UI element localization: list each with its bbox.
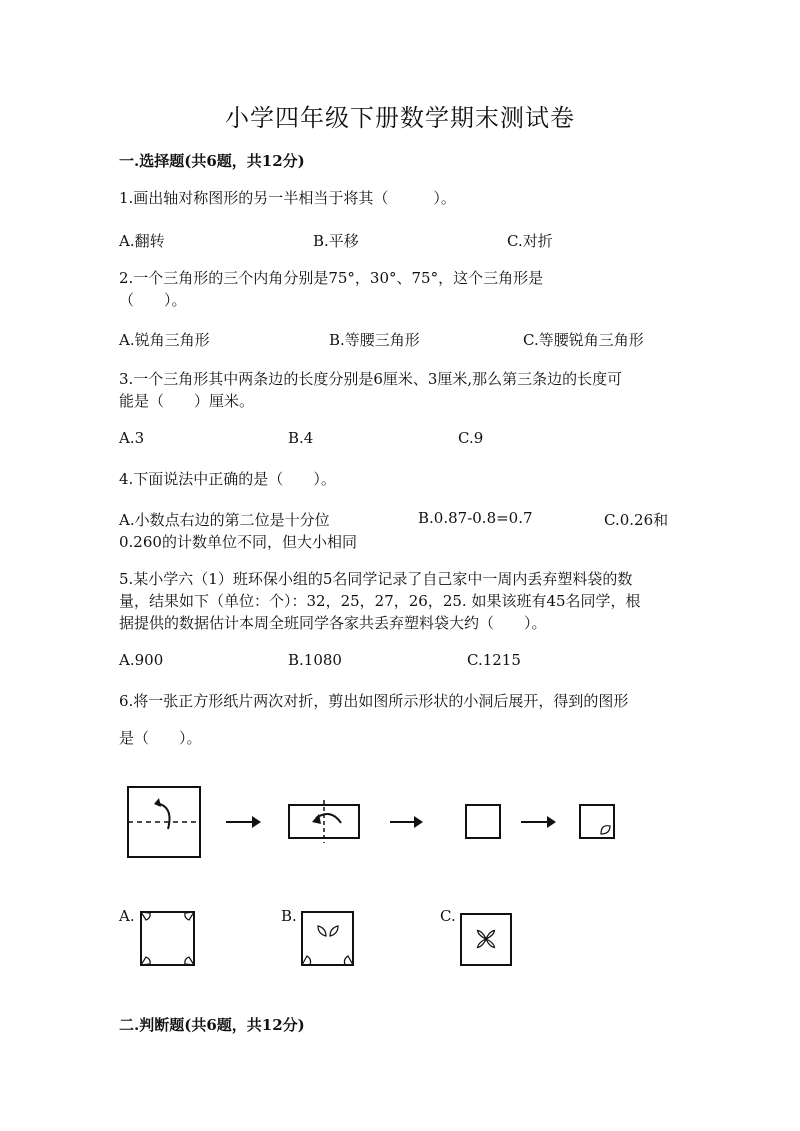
- fold-step-3-square: [466, 805, 500, 838]
- q6-option-c-label: C.: [440, 907, 456, 925]
- question-4: 4.下面说法中正确的是（ ）。: [119, 470, 336, 488]
- question-5-line-1: 5.某小学六（1）班环保小组的5名同学记录了自己家中一周内丢弃塑料袋的数: [119, 570, 633, 588]
- q1-option-a: A.翻转: [119, 232, 165, 250]
- q1-option-c: C.对折: [507, 232, 553, 250]
- q2-option-b: B.等腰三角形: [329, 331, 420, 349]
- section-heading-judgement: 二.判断题(共6题，共12分): [119, 1016, 305, 1034]
- question-2-line-1: 2.一个三角形的三个内角分别是75°，30°、75°，这个三角形是: [119, 269, 544, 287]
- question-5-line-3: 据提供的数据估计本周全班同学各家共丢弃塑料袋大约（ ）。: [119, 614, 547, 632]
- arrow-right-icon: [226, 816, 261, 828]
- q5-option-c: C.1215: [467, 651, 521, 669]
- q4-option-c-continued: 0.260的计数单位不同，但大小相同: [119, 533, 357, 551]
- arrow-right-icon: [521, 816, 556, 828]
- question-5-line-2: 量，结果如下（单位：个）：32，25，27，26，25. 如果该班有45名同学，根: [119, 592, 641, 610]
- q3-option-a: A.3: [119, 429, 145, 447]
- q4-option-b: B.0.87-0.8=0.7: [418, 509, 533, 527]
- q5-option-a: A.900: [119, 651, 164, 669]
- question-6-line-1: 6.将一张正方形纸片两次对折，剪出如图所示形状的小洞后展开，得到的图形: [119, 692, 629, 710]
- section-heading-choice: 一.选择题(共6题，共12分): [119, 152, 305, 170]
- q4-option-a: A.小数点右边的第二位是十分位: [119, 511, 330, 529]
- fold-step-1-square: [128, 787, 200, 857]
- q2-option-a: A.锐角三角形: [119, 331, 210, 349]
- q2-option-c: C.等腰锐角三角形: [523, 331, 644, 349]
- fold-step-2-rectangle: [289, 800, 359, 843]
- question-1: 1.画出轴对称图形的另一半相当于将其（ ）。: [119, 189, 456, 207]
- answer-figure-b: [302, 912, 353, 965]
- q1-option-b: B.平移: [313, 232, 359, 250]
- arrow-right-icon: [390, 816, 423, 828]
- answer-figure-c: [461, 914, 511, 965]
- q3-option-b: B.4: [288, 429, 314, 447]
- q6-option-b-label: B.: [281, 907, 297, 925]
- question-3-line-2: 能是（ ）厘米。: [119, 392, 255, 410]
- question-2-line-2: （ ）。: [119, 291, 187, 309]
- page-title: 小学四年级下册数学期末测试卷: [225, 104, 575, 132]
- fold-step-4-cut-square: [580, 805, 614, 838]
- q5-option-b: B.1080: [288, 651, 342, 669]
- q3-option-c: C.9: [458, 429, 484, 447]
- question-6-line-2: 是（ ）。: [119, 729, 202, 747]
- question-3-line-1: 3.一个三角形其中两条边的长度分别是6厘米、3厘米,那么第三条边的长度可: [119, 370, 623, 388]
- q4-option-c: C.0.26和: [604, 511, 669, 529]
- q6-option-a-label: A.: [119, 907, 135, 925]
- answer-figure-a: [141, 912, 194, 965]
